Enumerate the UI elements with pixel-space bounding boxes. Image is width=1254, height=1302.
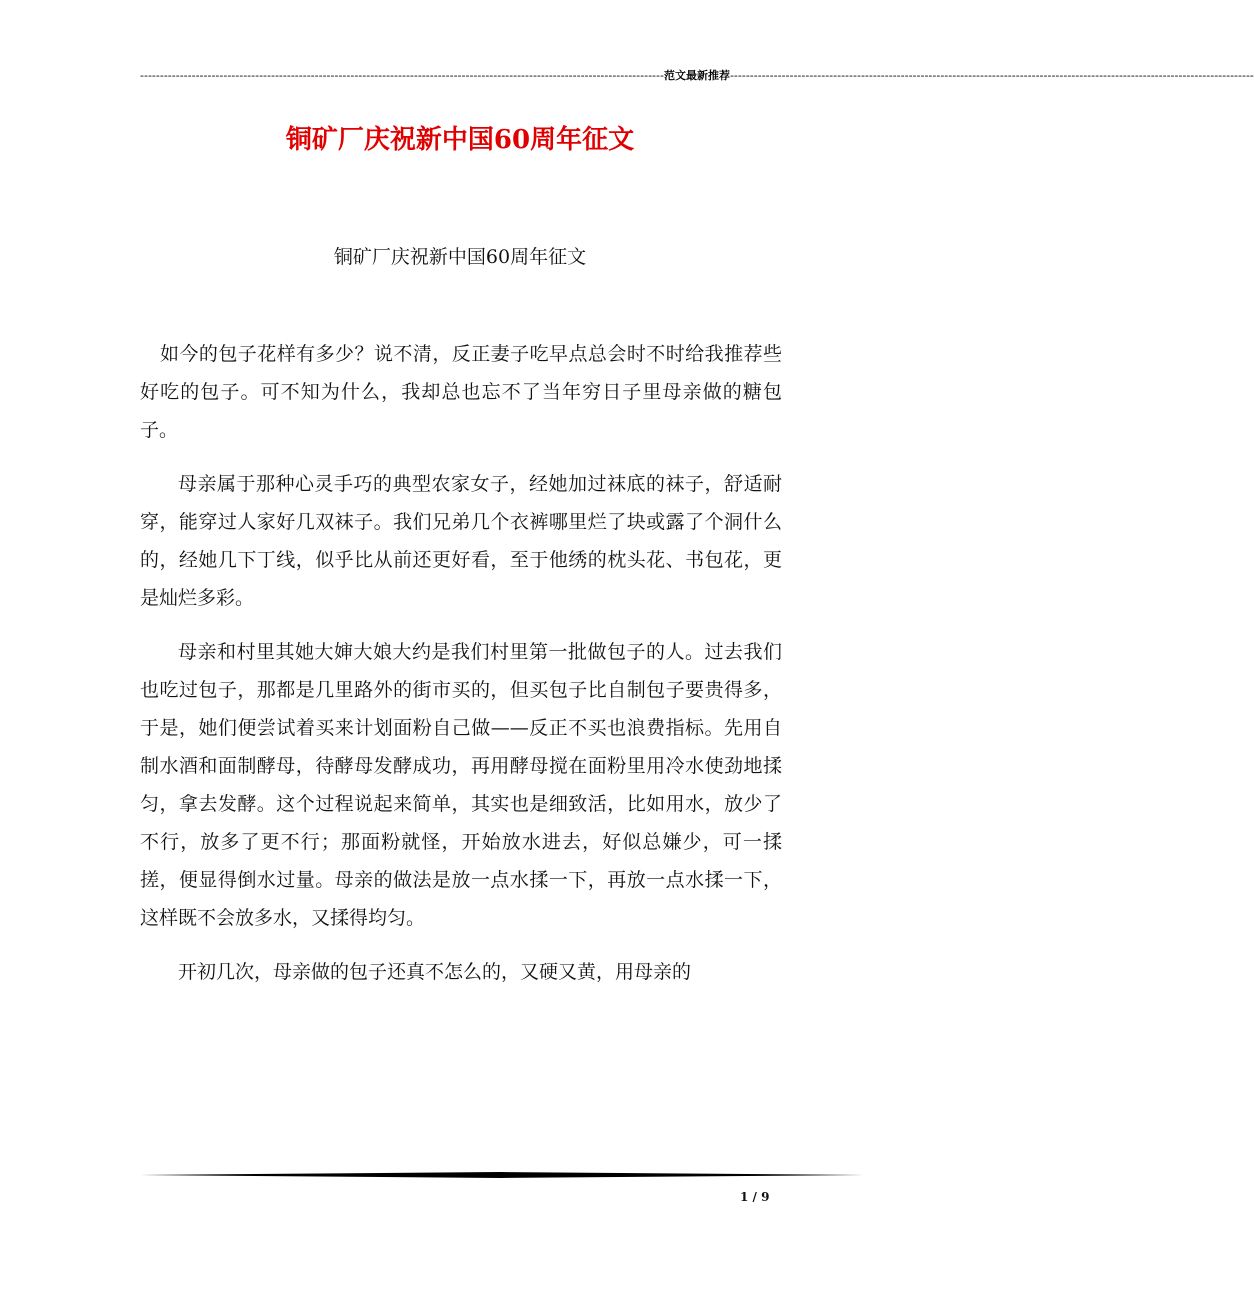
paragraph-3: 母亲和村里其她大婶大娘大约是我们村里第一批做包子的人。过去我们也吃过包子，那都是几里路外的街市买的，但买包子比自制包子要贵得多，于是，她们便尝试着买来计划面粉自己做——反正不买也浪费指标。先用自制水酒和面制酵母，待酵母发酵成功，再用酵母搅在面粉里用冷水使劲地揉匀，拿去发酵。这个过程说起来简单，其实也是细致活，比如用水，放少了不行，放多了更不行；那面粉就怪，开始放水进去，好似总嫌少，可一揉搓，便显得倒水过量。母亲的做法是放一点水揉一下，再放一点水揉一下，这样既不会放多水，又揉得均匀。 bbox=[140, 641, 782, 929]
paragraph-1: 如今的包子花样有多少？说不清，反正妻子吃早点总会时不时给我推荐些好吃的包子。可不知为什么，我却总也忘不了当年穷日子里母亲做的糖包子。 bbox=[140, 343, 782, 441]
document-body bbox=[140, 335, 782, 1007]
page-header bbox=[140, 68, 1254, 84]
document-subtitle: 铜矿厂庆祝新中国60周年征文 bbox=[333, 246, 587, 268]
header-label: 范文最新推荐 bbox=[663, 69, 730, 82]
paragraph-2: 母亲属于那种心灵手巧的典型农家女子，经她加过袜底的袜子，舒适耐穿，能穿过人家好几双袜子。我们兄弟几个衣裤哪里烂了块或露了个洞什么的，经她几下丁线，似乎比从前还更好看，至于他绣的枕头花、书包花，更是灿烂多彩。 bbox=[140, 473, 782, 609]
header-dashes-right: ------------------------------------------------------------------------------------------------------------------------------------ bbox=[729, 69, 1254, 82]
document-title: 铜矿厂庆祝新中国60周年征文 bbox=[285, 125, 635, 155]
page-number: 1 / 9 bbox=[740, 1190, 770, 1204]
header-dashes-left: ------------------------------------------------------------------------------------------------------------------------------------ bbox=[140, 69, 664, 82]
footer-divider bbox=[140, 1172, 864, 1178]
paragraph-4: 开初几次，母亲做的包子还真不怎么的，又硬又黄，用母亲的 bbox=[178, 961, 692, 983]
